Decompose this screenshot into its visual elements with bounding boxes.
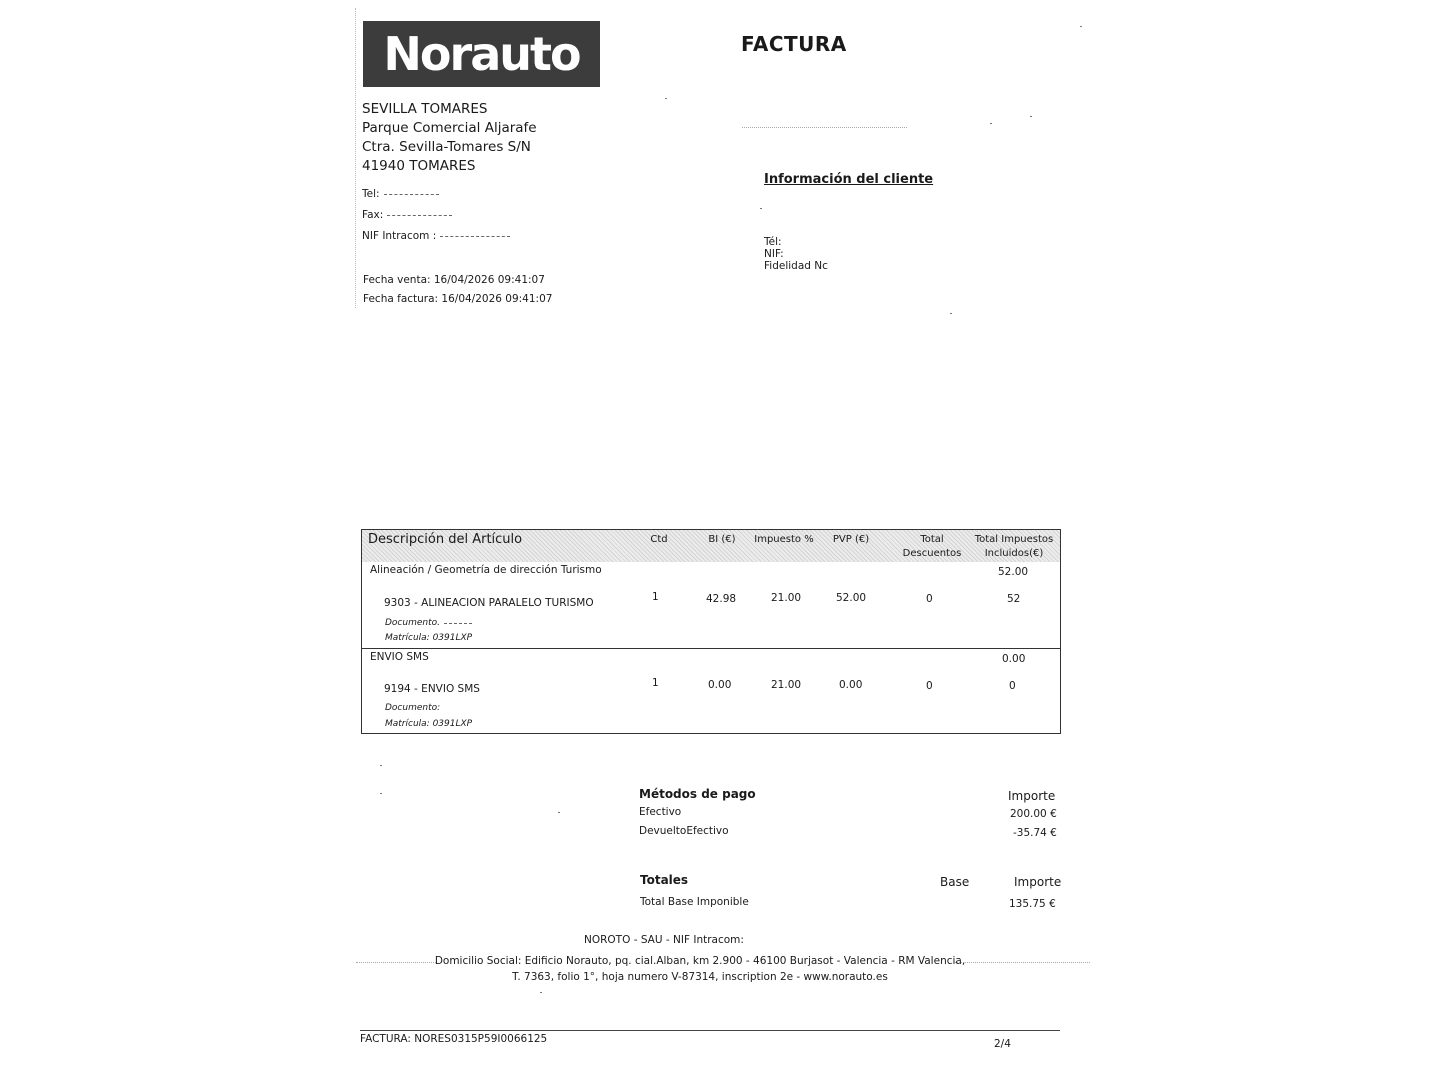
line-discounts: 0	[926, 680, 933, 692]
invoice-date: Fecha factura: 16/04/2026 09:41:07	[363, 293, 553, 305]
line-plate: Matrícula: 0391LXP	[385, 719, 473, 729]
line-document: Documento:	[385, 703, 441, 713]
line-description: 9194 - ENVIO SMS	[384, 683, 480, 695]
client-nif: NIF:	[764, 248, 784, 260]
line-tax: 21.00	[771, 592, 802, 604]
registered-office: Domicilio Social: Edificio Norauto, pq. cial.Alban, km 2.900 - 46100 Burjasot - Valencia - RM Valencia, T. 7363, folio 1°, hoja numero V-87314, inscription 2e - www.norauto.es	[434, 955, 966, 983]
client-fidelity: Fidelidad Nc	[764, 260, 828, 272]
header-tax: Impuesto %	[754, 534, 814, 545]
header-discounts: Total Descuentos	[902, 534, 962, 559]
store-fax: Fax:	[362, 205, 510, 226]
payment-methods-title: Métodos de pago	[639, 787, 756, 801]
logo-text: Norauto	[383, 27, 580, 81]
totals-amount-header: Importe	[1014, 875, 1062, 889]
scan-speck	[990, 123, 992, 124]
totals-title: Totales	[640, 873, 689, 887]
client-tel: Tél:	[764, 236, 782, 248]
store-tel: Tel:	[362, 184, 510, 205]
scan-artifact	[742, 127, 907, 128]
scan-speck	[380, 793, 382, 794]
table-header	[362, 530, 1060, 562]
line-document: Documento.	[385, 618, 472, 628]
payment-method-value: 200.00 €	[1010, 808, 1057, 820]
scan-artifact	[355, 8, 356, 308]
group-total: 52.00	[998, 566, 1029, 578]
line-description: 9303 - ALINEACION PARALELO TURISMO	[384, 597, 594, 609]
client-fields	[764, 236, 828, 272]
line-qty: 1	[652, 591, 659, 603]
store-contact	[362, 184, 510, 247]
line-pvp: 52.00	[836, 592, 867, 604]
line-discounts: 0	[926, 593, 933, 605]
scan-speck	[540, 992, 542, 993]
store-address	[362, 100, 537, 176]
company-legal-name: NOROTO - SAU - NIF Intracom:	[584, 934, 744, 946]
norauto-logo	[363, 21, 600, 87]
document-title: FACTURA	[741, 32, 847, 56]
header-pvp: PVP (€)	[832, 534, 870, 545]
totals-base-header: Base	[940, 875, 970, 889]
payment-amount-header: Importe	[1008, 789, 1056, 803]
invoice-dates	[363, 271, 552, 309]
store-nif: NIF Intracom :	[362, 226, 510, 247]
header-tax-included: Total Impuestos Incluidos(€)	[974, 534, 1054, 559]
group-title: Alineación / Geometría de dirección Turismo	[370, 564, 602, 576]
page-number: 2/4	[994, 1038, 1011, 1050]
group-title: ENVIO SMS	[370, 651, 429, 663]
payment-method-label: DevueltoEfectivo	[639, 825, 729, 837]
line-plate: Matrícula: 0391LXP	[385, 633, 473, 643]
scan-speck	[760, 208, 762, 209]
payment-method-value: -35.74 €	[1013, 827, 1057, 839]
scan-speck	[950, 313, 952, 314]
store-name: SEVILLA TOMARES	[362, 101, 488, 117]
line-tax: 21.00	[771, 679, 802, 691]
scan-speck	[558, 812, 560, 813]
line-qty: 1	[652, 677, 659, 689]
items-table	[361, 529, 1061, 734]
scan-speck	[665, 98, 667, 99]
payment-method-label: Efectivo	[639, 806, 682, 818]
group-total: 0.00	[1002, 653, 1026, 665]
line-pvp: 0.00	[839, 679, 863, 691]
header-qty: Ctd	[650, 534, 668, 545]
line-total: 0	[1009, 680, 1016, 692]
store-road: Ctra. Sevilla-Tomares S/N	[362, 139, 531, 155]
total-base-value: 135.75 €	[1009, 898, 1056, 910]
line-total: 52	[1007, 593, 1021, 605]
scan-speck	[380, 765, 382, 766]
group-divider	[362, 648, 1060, 649]
scan-artifact	[356, 962, 436, 963]
header-bi: BI (€)	[708, 534, 736, 545]
scan-speck	[1030, 116, 1032, 117]
footer-rule	[360, 1030, 1060, 1031]
scan-artifact	[955, 962, 1090, 963]
total-base-label: Total Base Imponible	[640, 896, 749, 908]
line-bi: 42.98	[706, 593, 737, 605]
client-info-title: Información del cliente	[764, 172, 934, 187]
sale-date: Fecha venta: 16/04/2026 09:41:07	[363, 274, 545, 286]
header-description: Descripción del Artículo	[368, 532, 523, 547]
store-street: Parque Comercial Aljarafe	[362, 120, 537, 136]
store-city: 41940 TOMARES	[362, 158, 476, 174]
line-bi: 0.00	[708, 679, 732, 691]
invoice-number: FACTURA: NORES0315P59I0066125	[360, 1033, 548, 1045]
scan-speck	[1080, 26, 1082, 27]
